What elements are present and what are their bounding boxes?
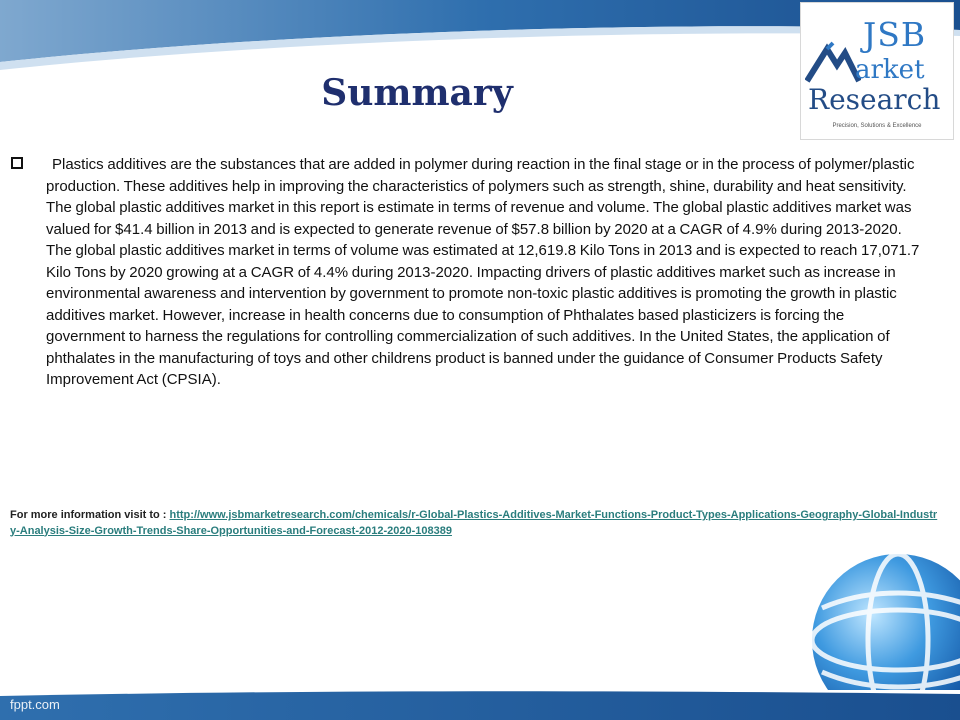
logo-research-text: Research — [808, 83, 941, 116]
checkbox-bullet-icon — [11, 157, 23, 169]
more-info-link[interactable]: http://www.jsbmarketresearch.com/chemicals/r-Global-Plastics-Additives-Market-Functions-Product-Types-Applications-Geography-Global-Industry-Analysis-Size-Growth-Trends-Share-Opportunities-and-Forecast-2012-2020-108389 — [10, 509, 938, 537]
logo-tagline: Precision, Solutions & Excellence — [832, 123, 922, 129]
summary-paragraph: Plastics additives are the substances that are added in polymer during reaction in the final stage or in the process of polymer/plastic production. These additives help in improving the characteristics of polymers such as strength, shine, durability and heat sensitivity. The global plastic additives market in this report is estimate in terms of revenue and volume. The global plastic additives market was valued for $41.4 billion in 2013 and is expected to generate revenue of $57.8 billion by 2020 at a CAGR of 4.9% during 2013-2020. The global plastic additives market in terms of volume was estimated at 12,619.8 Kilo Tons in 2013 and is expected to reach 17,071.7 Kilo Tons by 2020 growing at a CAGR of 4.4% during 2013-2020. Impacting drivers of plastic additives market such as increase in environmental awareness and intervention by government to promote non-toxic plastic additives is promoting the growth in plastic additives market. However, increase in health concerns due to consumption of Phthalates based plasticizers is forcing the government to harness the regulations for controlling commercialization of such additives. In the United States, the application of phthalates in the manufacturing of toys and other childrens product is banned under the guidance of Consumer Products Safety Improvement Act (CPSIA). — [46, 156, 920, 388]
logo-jsb-text: JSB — [863, 15, 927, 54]
logo-market-text: arket — [855, 55, 925, 85]
bottom-decorative-band — [0, 690, 960, 720]
more-info-line — [10, 508, 940, 539]
jsb-logo[interactable] — [800, 2, 954, 140]
more-info-label: For more information visit to : — [10, 509, 167, 521]
slide-title: Summary — [321, 72, 513, 114]
globe-icon — [808, 548, 960, 690]
footer-watermark: fppt.com — [10, 697, 60, 712]
